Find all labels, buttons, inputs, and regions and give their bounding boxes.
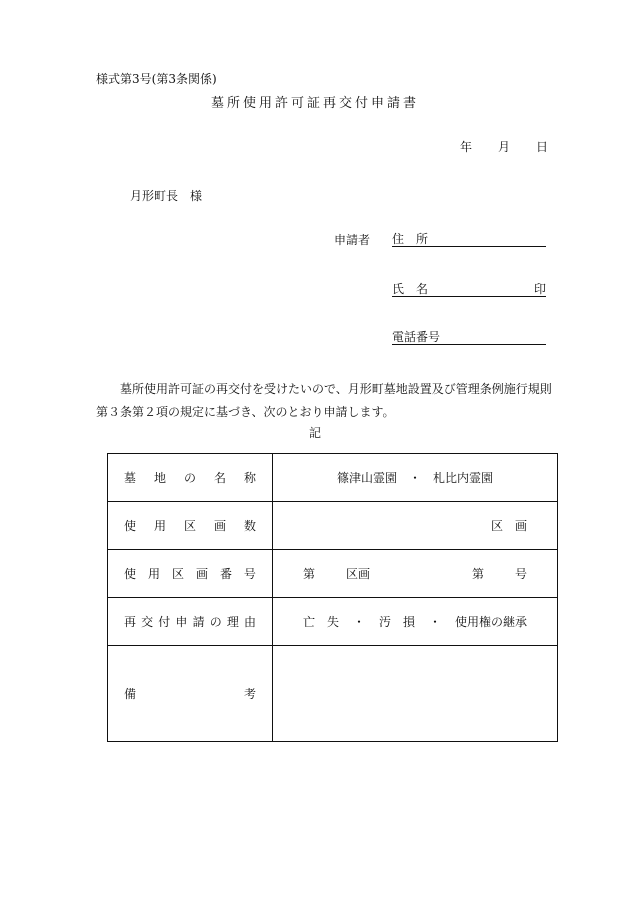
ki-heading: 記 (308, 426, 321, 440)
application-table (107, 453, 558, 742)
date-year: 年 (460, 140, 473, 154)
applicant-label: 申請者 (334, 233, 371, 247)
remarks-value[interactable] (273, 646, 558, 742)
plot-number-label: 使 用 区 画 番 号 (108, 550, 273, 598)
form-number: 様式第3号(第3条関係) (96, 72, 217, 86)
date-day: 日 (536, 140, 549, 154)
addressee: 月形町長 様 (130, 189, 203, 203)
table-row (108, 646, 558, 742)
reason-value[interactable]: 亡 失 ・ 汚 損 ・ 使用権の継承 (273, 598, 558, 646)
name-field[interactable] (392, 280, 546, 297)
cemetery-name-label: 墓 地 の 名 称 (108, 454, 273, 502)
phone-label: 電話番号 (392, 330, 441, 344)
document-title: 墓所使用許可証再交付申請書 (210, 96, 419, 111)
remarks-label: 備 考 (108, 646, 273, 742)
table-row (108, 454, 558, 502)
cemetery-name-value[interactable]: 篠津山霊園 ・ 札比内霊園 (273, 454, 558, 502)
date-line (460, 138, 556, 155)
table-row (108, 550, 558, 598)
seal-mark: 印 (533, 282, 546, 296)
plot-count-value[interactable]: 区 画 (273, 502, 558, 550)
phone-field[interactable] (392, 328, 546, 345)
name-label: 氏 名 (392, 282, 429, 296)
table-row (108, 502, 558, 550)
address-field[interactable] (392, 230, 546, 247)
plot-count-label: 使 用 区 画 数 (108, 502, 273, 550)
date-month: 月 (498, 140, 511, 154)
plot-number-value[interactable]: 第 区画 第 号 (273, 550, 558, 598)
reason-label: 再 交 付 申 請 の 理 由 (108, 598, 273, 646)
address-label: 住 所 (392, 232, 429, 246)
table-row (108, 598, 558, 646)
application-statement: 墓所使用許可証の再交付を受けたいので、月形町墓地設置及び管理条例施行規則第３条第２項の規定に基づき、次のとおり申請します。 (96, 382, 552, 419)
